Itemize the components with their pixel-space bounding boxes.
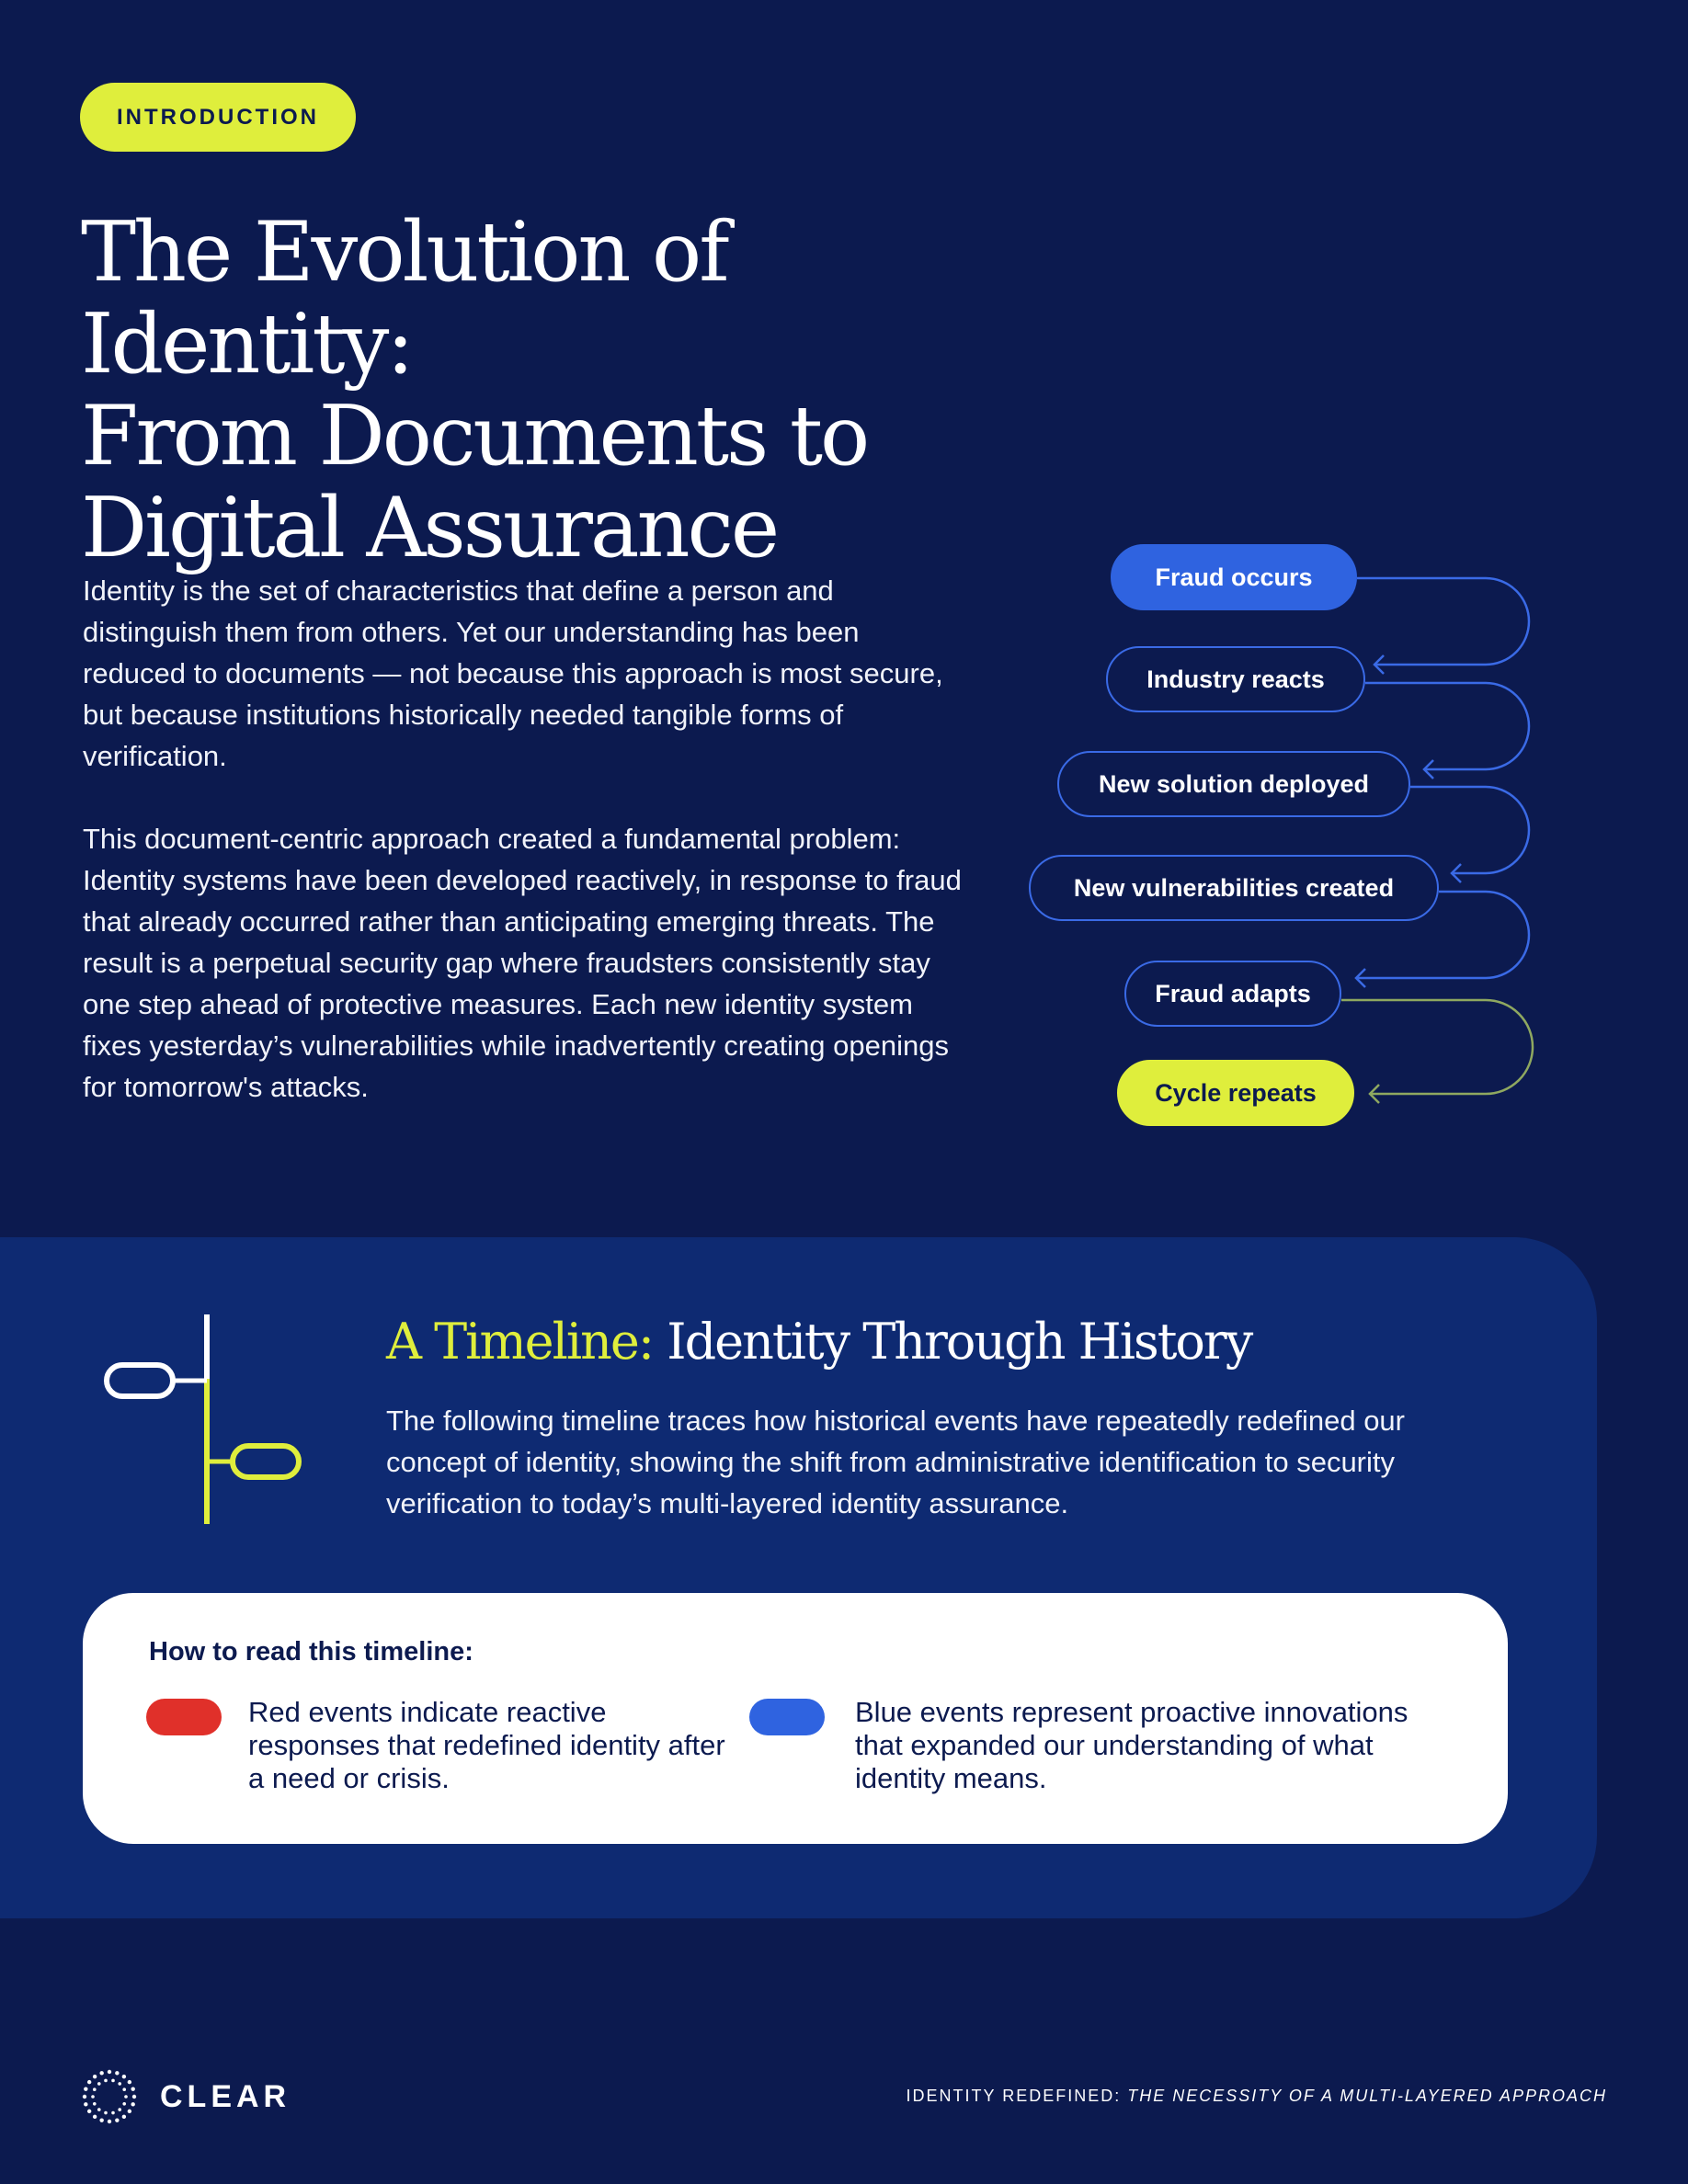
title-line-3: Digital Assurance <box>81 480 778 576</box>
logo-dot <box>128 2080 131 2084</box>
cycle-step-label: Fraud occurs <box>1155 563 1313 591</box>
logo-dot <box>118 2108 121 2111</box>
logo-dot <box>111 2079 115 2083</box>
logo-dot <box>131 2087 134 2090</box>
logo-dot <box>97 2082 101 2086</box>
connector-3 <box>1410 787 1529 873</box>
footer-doc-label: IDENTITY REDEFINED: <box>906 2087 1122 2105</box>
logo-dot <box>84 2087 87 2090</box>
logo-dot <box>104 2079 108 2083</box>
timeline-heading-rest: Identity Through History <box>653 1313 1252 1371</box>
signpost-timeline-icon <box>99 1314 311 1526</box>
cycle-step-new-vulnerabilities <box>1029 855 1439 921</box>
logo-dot <box>128 2110 131 2113</box>
timeline-heading <box>386 1313 1251 1371</box>
logo-dot <box>93 2102 97 2106</box>
cycle-step-label: Fraud adapts <box>1155 979 1311 1007</box>
intro-paragraph-1: Identity is the set of characteristics that define a person and distinguish them from others. Yet our understanding has been reduced to documents — not because this approach is most secure, but because institutions historically needed tangible forms of verification. <box>83 574 943 772</box>
blue-event-swatch <box>749 1699 825 1735</box>
document-footer-label <box>907 2087 1607 2106</box>
cycle-step-fraud-occurs <box>1111 544 1357 610</box>
logo-dot <box>93 2115 97 2119</box>
title-line-1: The Evolution of Identity: <box>81 204 727 392</box>
logo-dot <box>93 2075 97 2078</box>
cycle-step-cycle-repeats <box>1117 1060 1354 1126</box>
cycle-step-new-solution <box>1057 751 1410 817</box>
connector-5 <box>1341 1000 1533 1094</box>
timeline-heading-accent: A Timeline: <box>386 1313 654 1371</box>
logo-dot <box>99 2118 103 2121</box>
logo-dot <box>108 2120 111 2123</box>
intro-paragraph-2: This document-centric approach created a fundamental problem: Identity systems have been developed reactively, in response to fraud that already occurred rather than anticipating emerging threats. The result is a perpetual security gap where fraudsters consistently stay one step ahead of protective measures. Each new identity system fixes yesterday’s vulnerabilities while inadvertently creating openings for tomorrow's attacks. <box>83 823 962 1103</box>
cycle-step-label: New solution deployed <box>1098 769 1370 798</box>
logo-dot <box>122 2087 126 2091</box>
clear-dots-logo-icon <box>81 2068 138 2125</box>
logo-dot <box>84 2102 87 2106</box>
logo-dot <box>104 2111 108 2115</box>
logo-dot <box>124 2095 128 2099</box>
legend-card <box>83 1593 1508 1844</box>
cycle-step-label: Industry reacts <box>1146 665 1325 693</box>
clear-logo <box>81 2068 291 2125</box>
cycle-step-label: Cycle repeats <box>1155 1078 1317 1107</box>
logo-dot <box>87 2110 91 2113</box>
logo-dot <box>122 2115 126 2119</box>
logo-dot <box>118 2082 121 2086</box>
footer-doc-subtitle: THE NECESSITY OF A MULTI-LAYERED APPROACH <box>1127 2087 1607 2105</box>
legend-red-text: Red events indicate reactive responses that redefined identity after a need or crisis. <box>248 1696 725 1794</box>
logo-dot <box>132 2095 136 2099</box>
cycle-step-fraud-adapts <box>1124 961 1341 1027</box>
logo-dot <box>111 2111 115 2115</box>
cycle-step-label: New vulnerabilities created <box>1073 873 1395 902</box>
cycle-step-industry-reacts <box>1106 646 1365 712</box>
logo-dot <box>122 2102 126 2106</box>
logo-dot <box>108 2070 111 2074</box>
section-label: INTRODUCTION <box>117 104 319 130</box>
timeline-intro: The following timeline traces how historical events have repeatedly redefined our concept of identity, showing the shift from administrative identification to security verification to today’s multi-layered identity assurance. <box>386 1405 1405 1519</box>
brand-name: CLEAR <box>160 2078 291 2114</box>
logo-dot <box>99 2071 103 2075</box>
logo-dot <box>131 2102 134 2106</box>
logo-dot <box>93 2087 97 2091</box>
title-line-2: From Documents to <box>81 388 868 484</box>
logo-dot <box>97 2108 101 2111</box>
logo-dot <box>115 2118 119 2121</box>
logo-dot <box>115 2071 119 2075</box>
legend-blue-text: Blue events represent proactive innovations that expanded our understanding of what identity means. <box>855 1696 1409 1794</box>
red-event-swatch <box>146 1699 222 1735</box>
connector-1 <box>1357 578 1529 665</box>
logo-dot <box>83 2095 86 2099</box>
logo-dot <box>87 2080 91 2084</box>
legend-title: How to read this timeline: <box>149 1637 473 1666</box>
logo-dot <box>91 2095 95 2099</box>
logo-dot <box>122 2075 126 2078</box>
